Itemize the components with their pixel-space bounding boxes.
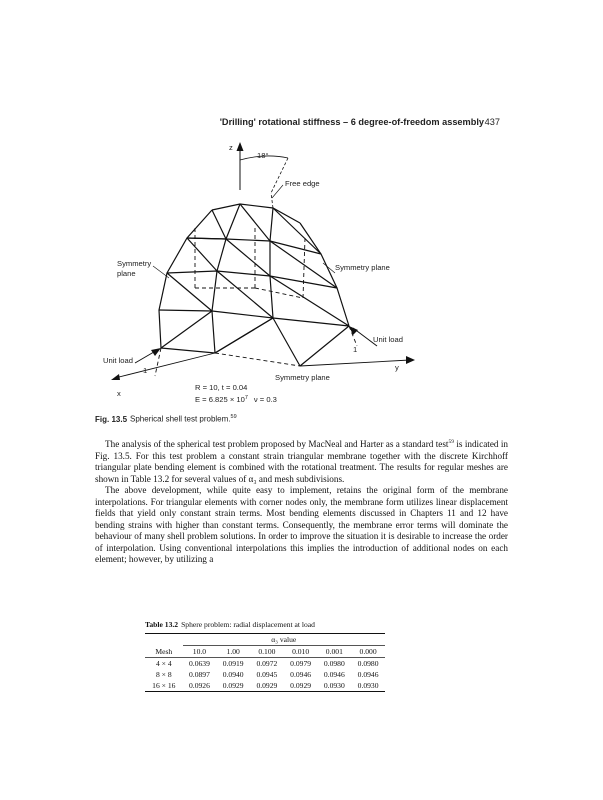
- paragraph-1: [95, 437, 508, 485]
- figure-13-5: [95, 138, 425, 408]
- table-cell: 0.0945: [256, 670, 278, 679]
- symmetry-plane-right-label: Symmetry plane: [335, 263, 390, 272]
- table-row: [145, 680, 385, 692]
- table-cell: 0.0980: [317, 658, 351, 670]
- table-13-2: [145, 620, 385, 692]
- header-cell: 0.001: [317, 646, 351, 658]
- table-cell: 0.0930: [351, 680, 385, 692]
- table-row: [145, 669, 385, 680]
- params-line2: [195, 395, 277, 404]
- angle-label: 18°: [257, 151, 269, 160]
- header-cell: 0.100: [250, 646, 284, 658]
- table-cell: 0.0929: [216, 680, 250, 692]
- table-cell: 0.0929: [250, 680, 284, 692]
- caption-text: Spherical shell test problem.: [130, 414, 231, 424]
- x-axis-label: x: [117, 389, 121, 398]
- header-title: 'Drilling' rotational stiffness – 6 degree-of-freedom assembly: [219, 117, 484, 127]
- params-nu: ν = 0.3: [253, 395, 277, 404]
- params-e-exponent: 7: [244, 395, 248, 401]
- z-axis-label: z: [229, 143, 233, 152]
- figure-caption: [95, 414, 237, 424]
- table-cell: 0.0930: [317, 680, 351, 692]
- header-cell: 0.010: [284, 646, 318, 658]
- table-group-header-row: [145, 634, 385, 646]
- paragraph-1-start: The analysis of the spherical test problem proposed by MacNeal and Harter as a standard test: [105, 439, 449, 450]
- symmetry-plane-bottom-label: Symmetry plane: [275, 373, 330, 382]
- table-cell: 16 × 16: [145, 680, 183, 692]
- table-cell: 0.0940: [222, 670, 244, 679]
- table-cell: 0.0929: [284, 680, 318, 692]
- caption-number: Fig. 13.5: [95, 414, 128, 424]
- table-cell: 0.0946: [323, 670, 345, 679]
- table-cell: 0.0946: [357, 670, 379, 679]
- table-row: [145, 658, 385, 670]
- params-line1: R = 10, t = 0.04: [195, 383, 248, 392]
- symmetry-plane-left-line2: plane: [117, 269, 136, 278]
- alpha-group-header: α₃ value: [183, 634, 385, 646]
- header-cell: 0.000: [351, 646, 385, 658]
- body-text: [95, 437, 508, 566]
- table-title-text: Sphere problem: radial displacement at load: [181, 620, 315, 629]
- table-header-row: [145, 646, 385, 658]
- table-title: [145, 620, 385, 629]
- header-cell: 10.0: [183, 646, 217, 658]
- page-number: 437: [484, 117, 500, 127]
- table-label: Table 13.2: [145, 620, 179, 629]
- free-edge-label: Free edge: [285, 179, 320, 188]
- table-cell: 0.0980: [351, 658, 385, 670]
- params-e-value: E = 6.825 × 10: [195, 395, 245, 404]
- table-cell: 0.0972: [250, 658, 284, 670]
- spherical-shell-diagram: [95, 138, 425, 408]
- node-one-left: 1: [143, 366, 148, 375]
- results-table: [145, 633, 385, 692]
- header-cell: 1.00: [216, 646, 250, 658]
- table-cell: 8 × 8: [155, 670, 172, 679]
- caption-reference: 59: [230, 414, 237, 420]
- table-cell: 4 × 4: [145, 658, 183, 670]
- table-cell: 0.0946: [290, 670, 312, 679]
- paragraph-1-end: is indicated in Fig. 13.5. For this test problem a constant strain triangular membrane together with the discrete Kirchhoff triangular plate bending element is combined with the rotational treatment. The results for regular meshes are shown in Table 13.2 for several values of α₃ and mesh subdivisions.: [95, 439, 508, 484]
- table-cell: 0.0639: [183, 658, 217, 670]
- y-axis-label: y: [395, 363, 399, 372]
- paragraph-2: The above development, while quite easy to implement, retains the original form of the membrane interpolations. For triangular elements with corner nodes only, the membrane form utilizes linear displacement fields that yield only constant strain terms. Most bending elements discussed in Chapters 11 and 12 have bending strains with higher than constant terms. Consequently, the membrane error terms will dominate the behaviour of many shell problem solutions. In order to improve the situation it is desirable to increase the order of interpolation. Using conventional interpolations this implies the introduction of additional nodes on each element; however, by utilizing a: [95, 485, 508, 565]
- table-cell: 0.0897: [189, 670, 210, 679]
- table-cell: 0.0919: [216, 658, 250, 670]
- header-cell: Mesh: [155, 646, 173, 656]
- table-cell: 0.0979: [284, 658, 318, 670]
- unit-load-left-label: Unit load: [103, 356, 133, 365]
- symmetry-plane-left-line1: Symmetry: [117, 259, 152, 268]
- paragraph-1-reference: 59: [448, 439, 454, 445]
- table-cell: 0.0926: [183, 680, 217, 692]
- node-one-right: 1: [353, 345, 358, 354]
- running-header: [0, 117, 500, 127]
- mesh-edges: [111, 142, 415, 380]
- unit-load-right-label: Unit load: [373, 335, 403, 344]
